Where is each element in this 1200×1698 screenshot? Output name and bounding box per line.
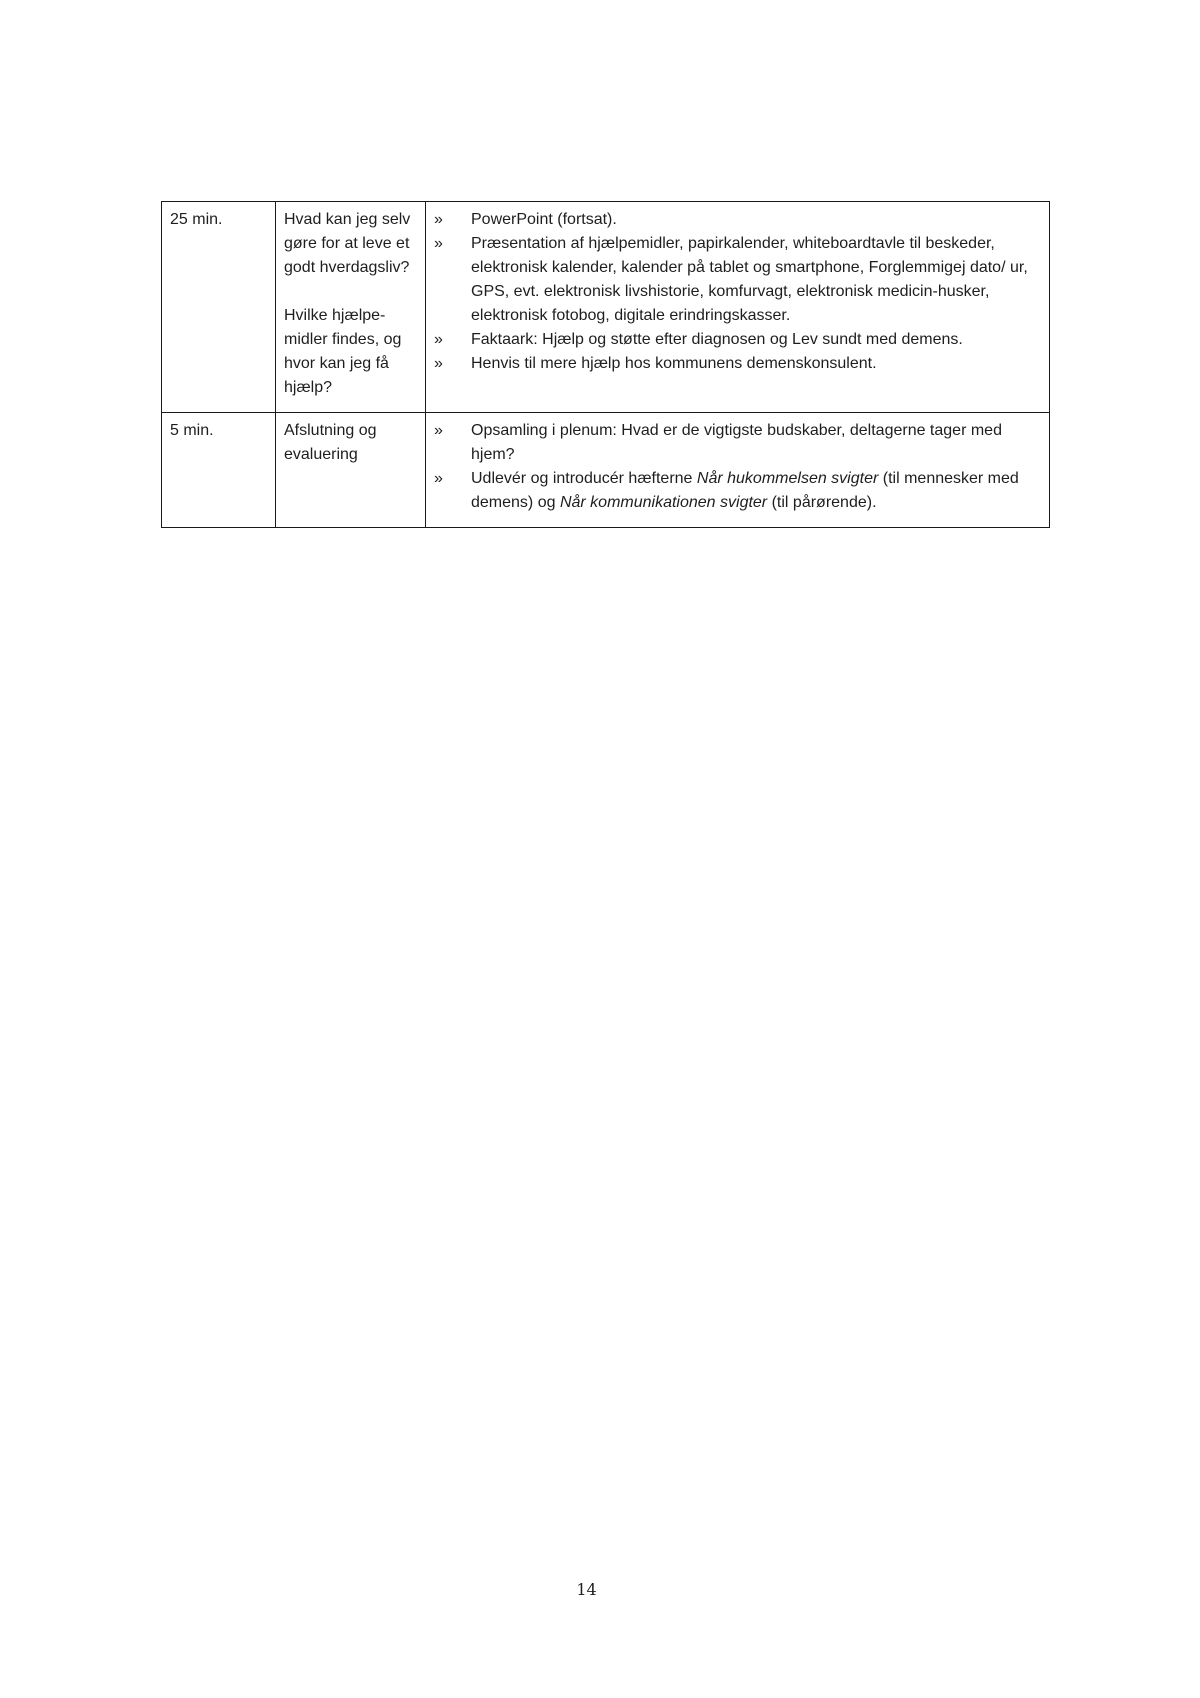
list-item-text: Præsentation af hjælpemidler, papirkalender, whiteboardtavle til beskeder, elektronisk kalender, kalender på tablet og smartphone, Forglemmigej dato/ ur, GPS, evt. elektronisk livshistorie, komfurvagt, elektronisk medicin-husker, elektronisk fotobog, digitale erindringskasser. xyxy=(471,235,1028,324)
topic-cell xyxy=(276,413,426,528)
bullet-marker: » xyxy=(434,470,443,487)
schedule-table xyxy=(161,201,1050,528)
list-item xyxy=(434,467,1041,515)
table-row xyxy=(162,202,1050,413)
booklet-title: Når kommunikationen svigter xyxy=(559,494,768,511)
time-cell: 5 min. xyxy=(162,413,276,528)
topic-text: Hvad kan jeg selv gøre for at leve et godt hverdagsliv? xyxy=(284,211,411,276)
table-row xyxy=(162,413,1050,528)
list-item xyxy=(434,352,1041,376)
list-item xyxy=(434,208,1041,232)
bullet-marker: » xyxy=(434,331,443,348)
list-item xyxy=(434,232,1041,328)
activities-cell xyxy=(426,413,1050,528)
booklet-title: Når hukommelsen svigter xyxy=(696,470,879,487)
list-item xyxy=(434,328,1041,352)
list-item xyxy=(434,419,1041,467)
topic-text: Hvilke hjælpemidler findes, og hvor kan jeg få hjælp? xyxy=(284,307,402,396)
bullet-marker: » xyxy=(434,355,443,372)
bullet-marker: » xyxy=(434,235,443,252)
time-cell: 25 min. xyxy=(162,202,276,413)
bullet-marker: » xyxy=(434,211,443,228)
topic-text: Afslutning og evaluering xyxy=(284,422,377,463)
text-segment: (til mennesker med demens) og xyxy=(471,470,1019,511)
page-number: 14 xyxy=(576,1580,597,1599)
topic-cell xyxy=(276,202,426,413)
list-item-text: Henvis til mere hjælp hos kommunens demenskonsulent. xyxy=(471,355,877,372)
activity-list xyxy=(434,208,1041,376)
activity-list xyxy=(434,419,1041,515)
activities-cell xyxy=(426,202,1050,413)
text-segment: Udlevér og introducér hæfterne xyxy=(471,470,697,487)
bullet-marker: » xyxy=(434,422,443,439)
list-item-text: Opsamling i plenum: Hvad er de vigtigste budskaber, deltagerne tager med hjem? xyxy=(471,422,1002,463)
list-item-text: PowerPoint (fortsat). xyxy=(471,211,617,228)
text-segment: (til pårørende). xyxy=(767,494,877,511)
list-item-text xyxy=(471,467,1041,515)
list-item-text: Faktaark: Hjælp og støtte efter diagnosen og Lev sundt med demens. xyxy=(471,331,963,348)
